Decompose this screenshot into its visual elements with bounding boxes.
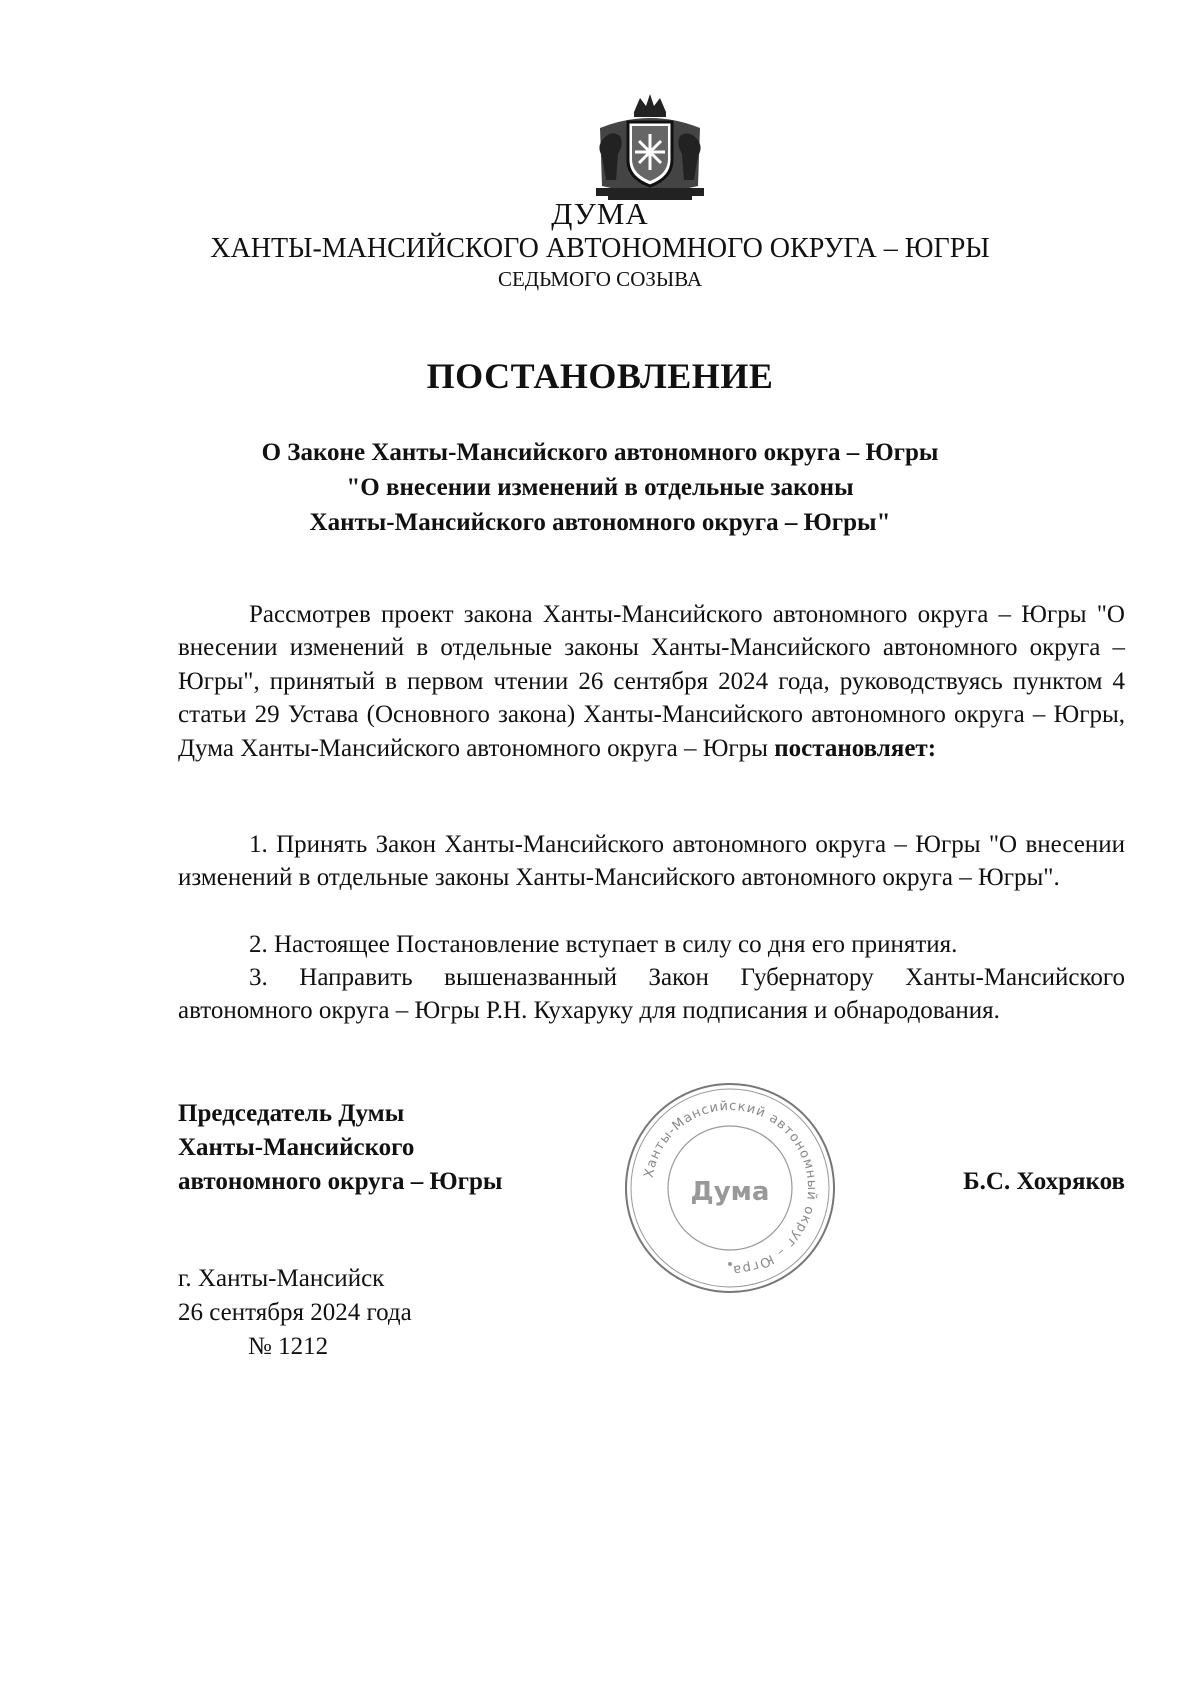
- signatory-position-line: Председатель Думы: [178, 1100, 405, 1127]
- round-seal-icon: [620, 1078, 840, 1298]
- subject-line: Ханты-Мансийского автономного округа – Югры": [309, 509, 891, 536]
- convocation: СЕДЬМОГО СОЗЫВА: [497, 267, 703, 291]
- preamble-emphasis: постановляет:: [774, 734, 937, 762]
- resolution-item: 3. Направить вышеназванный Закон Губернатору Ханты-Мансийского автономного округа – Югры Р.Н. Кухаруку для подписания и обнародования.: [178, 964, 1125, 1025]
- preamble-paragraph: [178, 598, 1125, 765]
- coat-of-arms-icon: [590, 90, 710, 202]
- signatory-name: Б.С. Хохряков: [963, 1168, 1125, 1195]
- resolution-item: 1. Принять Закон Ханты-Мансийского автономного округа – Югры "О внесении изменений в отдельные законы Ханты-Мансийского автономного округа – Югры".: [178, 831, 1125, 892]
- document-date: 26 сентября 2024 года: [178, 1299, 412, 1326]
- document-number: № 1212: [248, 1333, 329, 1360]
- subject-line: "О внесении изменений в отдельные законы: [346, 474, 854, 501]
- signatory-position-line: автономного округа – Югры: [178, 1168, 503, 1195]
- subject-line: О Законе Ханты-Мансийского автономного округа – Югры: [261, 439, 939, 466]
- signatory-position-line: Ханты-Мансийского: [178, 1134, 415, 1161]
- document-type-title: ПОСТАНОВЛЕНИЕ: [426, 356, 774, 396]
- region-name: ХАНТЫ-МАНСИЙСКОГО АВТОНОМНОГО ОКРУГА – ЮГРЫ: [210, 233, 990, 264]
- organization-name: ДУМА: [551, 196, 649, 231]
- seal-center-text: Дума: [690, 1177, 770, 1207]
- document-place: г. Ханты-Мансийск: [178, 1265, 385, 1292]
- resolution-item: 2. Настоящее Постановление вступает в силу со дня его принятия.: [249, 931, 958, 958]
- seal-ring-text: Ханты-Мансийский автономный округ – Югра: [641, 1098, 820, 1278]
- preamble-text: Рассмотрев проект закона Ханты-Мансийского автономного округа – Югры "О внесении изменений в отдельные законы Ханты-Мансийского автономного округа – Югры", принятый в первом чтении 26 сентября 2024 года, руководствуясь пунктом 4 статьи 29 Устава (Основного закона) Ханты-Мансийского автономного округа – Югры, Дума Ханты-Мансийского автономного округа – Югры: [178, 601, 1125, 762]
- signatory-position: [178, 1097, 502, 1199]
